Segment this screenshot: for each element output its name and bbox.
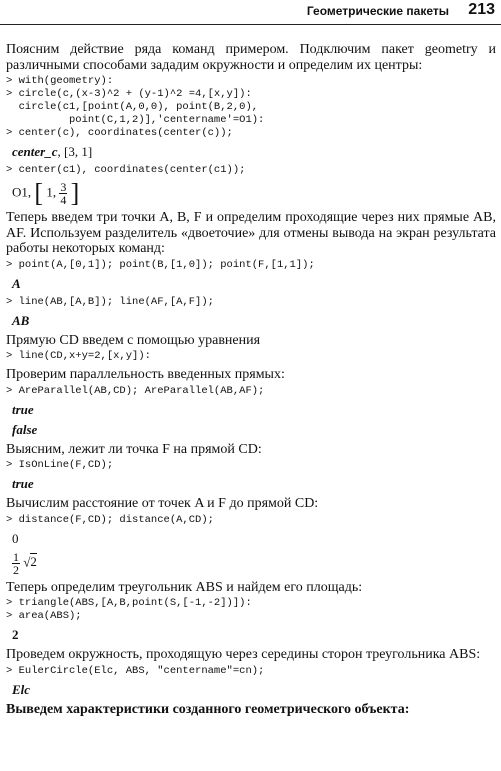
running-title: Геометрические пакеты bbox=[306, 4, 449, 18]
fraction bbox=[12, 551, 20, 576]
paragraph: Прямую CD введем с помощью уравнения bbox=[6, 332, 261, 348]
paragraph: Поясним действие ряда команд примером. Подключим пакет geometry и различными способами зададим окружности и определим их центры: bbox=[6, 42, 496, 73]
fraction bbox=[59, 181, 67, 206]
denominator: 4 bbox=[60, 193, 67, 207]
paragraph: Вычислим расстояние от точек A и F до прямой CD: bbox=[6, 496, 319, 511]
numerator: 1 bbox=[13, 549, 19, 564]
code-block: > line(CD,x+y=2,[x,y]): bbox=[6, 350, 151, 362]
code-block: > with(geometry): > circle(c,(x-3)^2 + (y-1)^2 =4,[x,y]): circle(c1,[point(A,0,0), point(B,2,0), point(C,1,2)],'centername'=O1): > center(c), coordinates(center(c)); bbox=[6, 75, 265, 139]
output-line bbox=[12, 178, 496, 208]
code-block: > center(c1), coordinates(center(c1)); bbox=[6, 164, 246, 176]
output-line: 2 bbox=[12, 627, 19, 642]
radicand: 2 bbox=[30, 553, 37, 569]
paragraph: Проверим параллельность введенных прямых: bbox=[6, 367, 285, 382]
code-block: > line(AB,[A,B]); line(AF,[A,F]); bbox=[6, 295, 214, 308]
page-number: 213 bbox=[468, 1, 495, 18]
code-block: > distance(F,CD); distance(A,CD); bbox=[6, 513, 214, 526]
code-block: > EulerCircle(Elc, ABS, "centername"=cn); bbox=[6, 664, 265, 677]
code-block: > point(A,[0,1]); point(B,[1,0]); point(F,[1,1]); bbox=[6, 258, 315, 271]
output-line: AB bbox=[12, 312, 30, 328]
code-block: > AreParallel(AB,CD); AreParallel(AB,AF); bbox=[6, 384, 265, 397]
output-line: A bbox=[12, 275, 21, 291]
output-line: Elc bbox=[12, 681, 31, 697]
denominator: 2 bbox=[13, 562, 19, 577]
bracket: ] bbox=[70, 178, 80, 208]
output-name: O1, bbox=[12, 184, 32, 200]
paragraph: Проведем окружность, проходящую через середины сторон треугольника ABS: bbox=[6, 647, 481, 662]
output-line bbox=[12, 144, 496, 160]
output-line: true bbox=[12, 401, 34, 417]
page-header bbox=[0, 0, 501, 25]
paragraph: Теперь определим треугольник ABS и найдем его площадь: bbox=[6, 579, 363, 595]
paragraph: Выясним, лежит ли точка F на прямой CD: bbox=[6, 441, 262, 457]
output-line: true bbox=[12, 476, 34, 491]
output-name: center_c bbox=[12, 144, 58, 159]
numerator: 3 bbox=[60, 180, 67, 194]
paragraph: Выведем характеристики созданного геометрического объекта: bbox=[6, 701, 410, 717]
square-root: √2 bbox=[23, 553, 37, 569]
page-body bbox=[6, 42, 496, 719]
output-value: 1, bbox=[46, 184, 57, 200]
paragraph: Теперь введем три точки A, B, F и определим проходящие через них прямые AB, AF. Используем разделитель «двоеточие» для отмены вывода на экран результата работы некоторых команд: bbox=[6, 210, 496, 256]
output-line: false bbox=[12, 421, 38, 437]
output-line: 0 bbox=[12, 530, 19, 546]
code-block: > triangle(ABS,[A,B,point(S,[-1,-2])]): > area(ABS); bbox=[6, 597, 252, 622]
bracket: [ bbox=[34, 178, 44, 208]
code-block: > IsOnLine(F,CD); bbox=[6, 459, 114, 471]
output-value: , [3, 1] bbox=[57, 144, 93, 159]
output-line bbox=[12, 551, 496, 576]
